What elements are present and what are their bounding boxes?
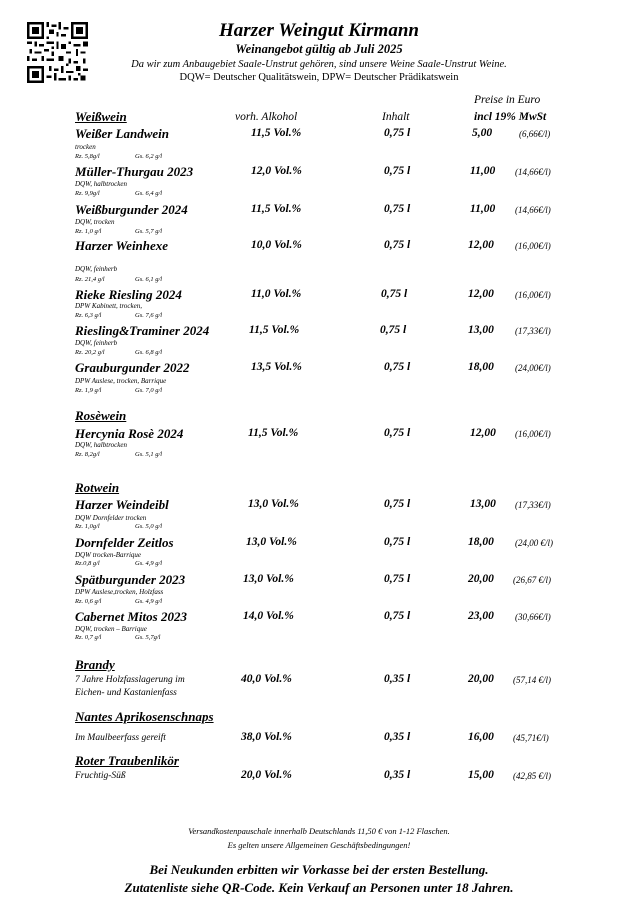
- wine-acidity: Gs. 5,1 g/l: [135, 451, 163, 458]
- spirit-price-per-liter: (42,85 €/l): [513, 771, 551, 781]
- column-mwst: incl 19% MwSt: [474, 111, 547, 123]
- spirit-description: Fruchtig-Süß: [75, 771, 126, 781]
- wine-description: DQW, halbtrocken: [75, 180, 127, 188]
- page-subtitle: Weinangebot gültig ab Juli 2025: [235, 42, 403, 56]
- wine-residual-sugar: Rz. 0,6 g/l: [75, 598, 102, 605]
- wine-price: 12,00: [470, 427, 496, 439]
- section-brandy: Brandy: [75, 657, 115, 672]
- wine-alcohol: 10,0 Vol.%: [251, 239, 302, 251]
- wine-name: Cabernet Mitos 2023: [75, 609, 187, 624]
- wine-price-per-liter: (24,00€/l): [515, 363, 551, 373]
- wine-name: Harzer Weinhexe: [75, 238, 169, 253]
- column-alkohol: vorh. Alkohol: [235, 111, 298, 123]
- wine-price-per-liter: (14,66€/l): [515, 167, 551, 177]
- wine-description: DQW, trocken – Barrique: [75, 625, 147, 633]
- wine-name: Harzer Weindeibl: [75, 497, 169, 512]
- wine-price: 13,00: [468, 324, 494, 336]
- section-weisswein: Weißwein: [75, 109, 127, 124]
- spirit-volume: 0,35 l: [384, 673, 411, 685]
- wine-name: Weißer Landwein: [75, 126, 170, 141]
- wine-residual-sugar: Rz. 1,0 g/l: [75, 228, 102, 235]
- wine-alcohol: 13,0 Vol.%: [248, 498, 299, 510]
- wine-price: 11,00: [470, 203, 496, 215]
- shipping-note: Versandkostenpauschale innerhalb Deutschlands 11,50 € von 1-12 Flaschen.: [188, 826, 450, 836]
- wine-price-per-liter: (16,00€/l): [515, 241, 551, 251]
- wine-residual-sugar: Rz. 9,9g/l: [75, 190, 100, 197]
- prepayment-note: Bei Neukunden erbitten wir Vorkasse bei der ersten Bestellung.: [149, 862, 489, 877]
- spirit-alcohol: 40,0 Vol.%: [241, 673, 292, 685]
- wine-alcohol: 13,5 Vol.%: [251, 361, 302, 373]
- spirit-price: 20,00: [468, 673, 494, 685]
- wine-alcohol: 11,5 Vol.%: [251, 127, 302, 139]
- wine-description: DPW Kabinett, trocken,: [75, 302, 143, 310]
- wine-acidity: Gs. 7,6 g/l: [135, 312, 163, 319]
- terms-note: Es gelten unsere Allgemeinen Geschäftsbedingungen!: [227, 840, 411, 850]
- wine-price-per-liter: (16,00€/l): [515, 429, 551, 439]
- wine-price: 23,00: [468, 610, 494, 622]
- wine-residual-sugar: Rz.0,8 g/l: [75, 560, 100, 567]
- abbreviation-note: DQW= Deutscher Qualitätswein, DPW= Deutscher Prädikatswein: [179, 72, 459, 83]
- wine-description: DPW Auslese,trocken, Holzfass: [75, 588, 164, 596]
- wine-description: DPW Auslese, trocken, Barrique: [75, 377, 167, 385]
- wine-price-per-liter: (26,67 €/l): [513, 575, 551, 585]
- wine-residual-sugar: Rz. 6,3 g/l: [75, 312, 102, 319]
- wine-volume: 0,75 l: [384, 573, 411, 585]
- wine-alcohol: 14,0 Vol.%: [243, 610, 294, 622]
- spirit-price: 16,00: [468, 731, 494, 743]
- wine-acidity: Gs. 7,0 g/l: [135, 387, 163, 394]
- spirit-price-per-liter: (57,14 €/l): [513, 675, 551, 685]
- wine-name: Dornfelder Zeitlos: [75, 535, 174, 550]
- wine-alcohol: 11,5 Vol.%: [251, 203, 302, 215]
- wine-volume: 0,75 l: [384, 203, 411, 215]
- wine-residual-sugar: Rz. 0,7 g/l: [75, 634, 102, 641]
- spirit-price: 15,00: [468, 769, 494, 781]
- spirit-description: 7 Jahre Holzfasslagerung im: [75, 675, 185, 685]
- wine-name: Rieke Riesling 2024: [75, 287, 182, 302]
- wine-description: DQW, trocken: [75, 218, 115, 226]
- column-inhalt: Inhalt: [382, 111, 410, 123]
- wine-volume: 0,75 l: [384, 239, 411, 251]
- wine-price: 20,00: [468, 573, 494, 585]
- wine-alcohol: 11,5 Vol.%: [248, 427, 299, 439]
- spirit-volume: 0,35 l: [384, 731, 411, 743]
- spirit-price-per-liter: (45,71€/l): [513, 733, 549, 743]
- wine-acidity: Gs. 6,2 g/l: [135, 153, 163, 160]
- wine-description: DQW, feinherb: [75, 265, 118, 273]
- wine-price-per-liter: (17,33€/l): [515, 326, 551, 336]
- wine-volume: 0,75 l: [384, 610, 411, 622]
- wine-alcohol: 13,0 Vol.%: [246, 536, 297, 548]
- wine-volume: 0,75 l: [384, 165, 411, 177]
- wine-description: DQW trocken-Barrique: [75, 551, 142, 559]
- wine-name: Riesling&Traminer 2024: [75, 323, 210, 338]
- wine-price: 11,00: [470, 165, 496, 177]
- wine-price-per-liter: (6,66€/l): [519, 129, 551, 139]
- section-rosewein: Rosèwein: [75, 408, 127, 423]
- wine-acidity: Gs. 5,7 g/l: [135, 228, 163, 235]
- wine-description: trocken: [75, 143, 96, 151]
- wine-residual-sugar: Rz. 1,0g/l: [75, 523, 100, 530]
- wine-price: 18,00: [468, 361, 494, 373]
- spirit-volume: 0,35 l: [384, 769, 411, 781]
- ingredients-note: Zutatenliste siehe QR-Code. Kein Verkauf an Personen unter 18 Jahren.: [124, 880, 514, 895]
- wine-name: Spätburgunder 2023: [75, 572, 186, 587]
- wine-price: 18,00: [468, 536, 494, 548]
- wine-acidity: Gs. 5,0 g/l: [135, 523, 163, 530]
- wine-acidity: Gs. 4,9 g/l: [135, 598, 163, 605]
- wine-volume: 0,75 l: [380, 324, 407, 336]
- wine-acidity: Gs. 6,8 g/l: [135, 349, 163, 356]
- wine-price-per-liter: (17,33€/l): [515, 500, 551, 510]
- wine-alcohol: 11,5 Vol.%: [249, 324, 300, 336]
- wine-acidity: Gs. 6,1 g/l: [135, 276, 163, 283]
- wine-acidity: Gs. 5,7g/l: [135, 634, 161, 641]
- wine-volume: 0,75 l: [384, 127, 411, 139]
- wine-residual-sugar: Rz. 5,8g/l: [75, 153, 100, 160]
- wine-price: 12,00: [468, 288, 494, 300]
- spirit-description-2: Eichen- und Kastanienfass: [75, 688, 177, 698]
- wine-price: 5,00: [472, 127, 493, 139]
- section-rotwein: Rotwein: [75, 480, 120, 495]
- wine-name: Weißburgunder 2024: [75, 202, 188, 217]
- wine-residual-sugar: Rz. 20,2 g/l: [75, 349, 105, 356]
- wine-volume: 0,75 l: [384, 361, 411, 373]
- wine-acidity: Gs. 6,4 g/l: [135, 190, 163, 197]
- spirit-alcohol: 20,0 Vol.%: [241, 769, 292, 781]
- section-schnaps: Nantes Aprikosenschnaps: [75, 709, 214, 724]
- wine-name: Müller-Thurgau 2023: [75, 164, 194, 179]
- wine-alcohol: 11,0 Vol.%: [251, 288, 302, 300]
- wine-residual-sugar: Rz. 8,2g/l: [75, 451, 100, 458]
- spirit-alcohol: 38,0 Vol.%: [241, 731, 292, 743]
- wine-price-per-liter: (16,00€/l): [515, 290, 551, 300]
- region-note: Da wir zum Anbaugebiet Saale-Unstrut gehören, sind unsere Weine Saale-Unstrut Weine.: [131, 59, 507, 70]
- wine-volume: 0,75 l: [384, 498, 411, 510]
- wine-volume: 0,75 l: [381, 288, 408, 300]
- section-likoer: Roter Traubenlikör: [75, 753, 179, 768]
- wine-alcohol: 13,0 Vol.%: [243, 573, 294, 585]
- wine-price: 13,00: [470, 498, 496, 510]
- wine-name: Hercynia Rosè 2024: [75, 426, 184, 441]
- wine-description: DQW, halbtrocken: [75, 441, 127, 449]
- wine-price-per-liter: (24,00 €/l): [515, 538, 553, 548]
- wine-volume: 0,75 l: [384, 427, 411, 439]
- wine-price: 12,00: [468, 239, 494, 251]
- page-title: Harzer Weingut Kirmann: [219, 20, 419, 41]
- wine-description: DQW, feinherb: [75, 339, 118, 347]
- wine-name: Grauburgunder 2022: [75, 360, 190, 375]
- wine-price-per-liter: (14,66€/l): [515, 205, 551, 215]
- wine-price-per-liter: (30,66€/l): [515, 612, 551, 622]
- wine-alcohol: 12,0 Vol.%: [251, 165, 302, 177]
- wine-description: DQW Dornfelder trocken: [75, 514, 147, 522]
- wine-residual-sugar: Rz. 1,9 g/l: [75, 387, 102, 394]
- wine-volume: 0,75 l: [384, 536, 411, 548]
- spirit-description: Im Maulbeerfass gereift: [75, 733, 166, 743]
- prices-label: Preise in Euro: [474, 94, 541, 106]
- wine-residual-sugar: Rz. 21,4 g/l: [75, 276, 105, 283]
- wine-acidity: Gs. 4,9 g/l: [135, 560, 163, 567]
